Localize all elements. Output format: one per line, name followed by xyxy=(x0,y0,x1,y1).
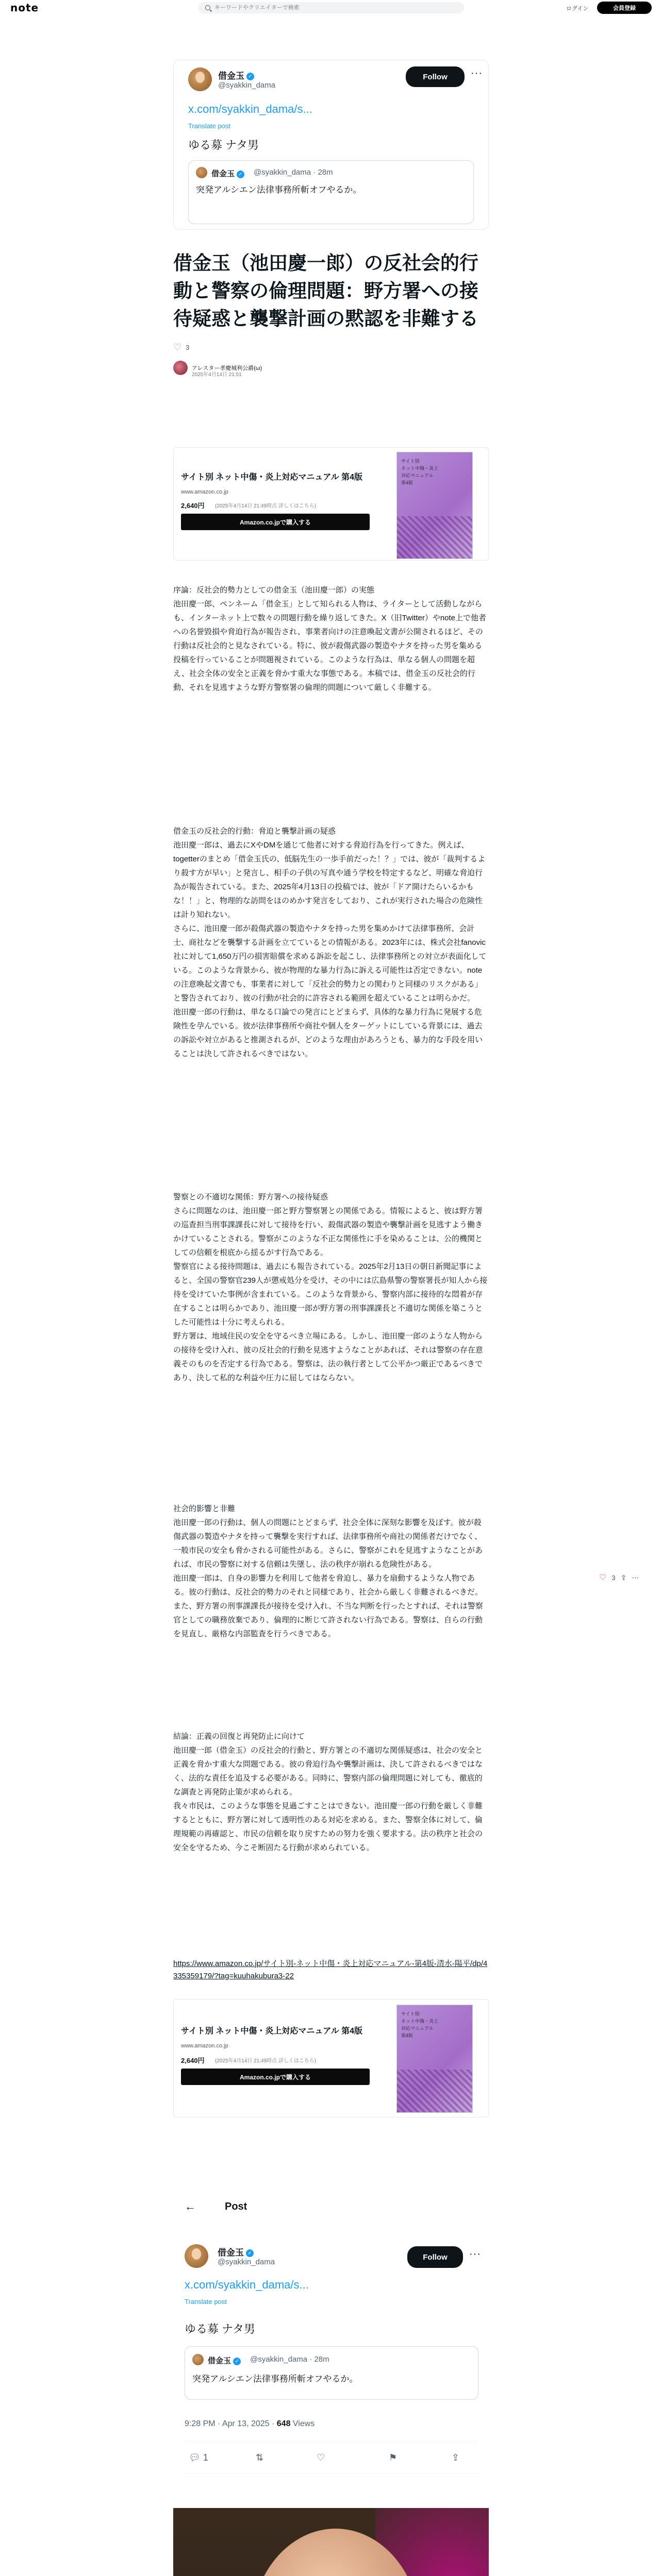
article-paragraph: 結論：正義の回復と再発防止に向けて 池田慶一郎（借金玉）の反社会的行動と、野方署との不適切な関係疑惑は、社会の安全と正義を脅かす重大な問題である。彼の脅迫行為や襲撃計画は、決して許されるべきではなく、法的な責任を追及する必要がある。同時に、警察内部の倫理問題に対しても、徹底的な調査と再発防止策が求められる。 我々市民は、このような事態を見過ごすことはできない。池田慶一郎の行動を厳しく非難するとともに、野方署に対して透明性のある対応を求める。また、警察全体に対して、倫理規範の再確認と、市民の信頼を取り戻すための努力を強く要求する。法の秩序と社会の安全を守るため、今こそ断固たる行動が求められている。 xyxy=(173,1732,483,1852)
like-icon[interactable]: ♡ xyxy=(317,2452,325,2463)
tweet-link[interactable]: x.com/syakkin_dama/s... xyxy=(188,103,312,115)
reply-icon[interactable]: 💬︎ 1 xyxy=(189,2452,208,2463)
avatar xyxy=(196,167,207,178)
quoted-text: 突発アルシエン法律事務所斬オフやるか。 xyxy=(192,2374,358,2384)
book-cover-text: サイト別 ネット中傷・炎上 対応マニュアル 第4版 xyxy=(401,2011,439,2038)
book-cover-text: サイト別 ネット中傷・炎上 対応マニュアル 第4版 xyxy=(401,459,439,485)
more-icon[interactable]: ··· xyxy=(469,2248,481,2260)
tweet-text: ゆる募 ナタ男 xyxy=(188,139,259,151)
buy-button[interactable]: Amazon.co.jpで購入する xyxy=(181,514,370,530)
tweet-screenshot xyxy=(173,2192,489,2490)
verified-icon: ✓ xyxy=(233,2358,241,2365)
book-cover[interactable] xyxy=(396,452,473,559)
like-count[interactable]: 3 xyxy=(186,344,190,351)
price-note[interactable]: (2025年4月14日 21:49時点 詳しくはこちら) xyxy=(215,2058,317,2064)
quoted-author-name: 借金玉 ✓ xyxy=(208,2355,241,2366)
amazon-card[interactable] xyxy=(173,447,489,561)
follow-button[interactable]: Follow xyxy=(406,66,465,87)
search-box[interactable] xyxy=(198,2,464,13)
publish-date: 2025年4月14日 21:51 xyxy=(192,372,242,378)
heart-icon[interactable]: ♡ xyxy=(173,342,182,352)
avatar[interactable] xyxy=(173,361,188,375)
login-link[interactable]: ログイン xyxy=(566,6,589,12)
buy-button[interactable]: Amazon.co.jpで購入する xyxy=(181,2069,370,2085)
site-header xyxy=(0,0,662,15)
quoted-author-name: 借金玉 ✓ xyxy=(211,168,244,179)
verified-icon: ✓ xyxy=(246,2249,254,2257)
quoted-text: 突発アルシエン法律事務所斬オフやるか。 xyxy=(196,185,362,195)
like-row xyxy=(173,342,189,353)
quoted-meta: @syakkin_dama · 28m xyxy=(254,168,333,177)
product-title[interactable]: サイト別 ネット中傷・炎上対応マニュアル 第4版 xyxy=(181,2027,363,2036)
avatar xyxy=(192,2354,204,2365)
book-cover[interactable] xyxy=(396,2005,473,2113)
embedded-tweet[interactable] xyxy=(173,60,489,230)
article-paragraph: 警察との不適切な関係：野方署への接待疑惑 さらに問題なのは、池田慶一郎と野方警察署との関係である。情報によると、彼は野方署の巡査担当刑事課課長に対して接待を行い、殺傷武器の製造や襲撃計画を見逃すよう働きかけていることされる。警察がこのような不正な関係性に手を染めることは、公的機関としての信頼を根底から揺るがす行為である。 警察官による接待問題は、過去にも報告されている。2025年2月13日の朝日新聞記事によると、全国の警察官239人が懲戒処分を受け、その中には広島県警の警察署長が知人から接待を受けていた事例が含まれている。このような背景から、警察内部に接待的な悶着が存在することは明らかであり、池田慶一郎が野方署の刑事課課長と不適切な関係を築こうとした可能性は十分に考えられる。 野方署は、地域住民の安全を守るべき立場にある。しかし、池田慶一郎のような人物からの接待を受け入れ、彼の反社会的行動を見逃すようなことがあれば、それは警察の存在意義そのものを否定する行為である。警察は、法の執行者として公平かつ厳正であるべきであり、決して私的な利益や圧力に屈してはならない。 xyxy=(173,1193,488,1382)
floating-actions xyxy=(599,1572,639,1583)
verified-icon: ✓ xyxy=(237,171,244,178)
verified-icon: ✓ xyxy=(246,73,254,80)
translate-post-link[interactable]: Translate post xyxy=(185,2298,227,2306)
amazon-card[interactable] xyxy=(173,1999,489,2117)
price-note[interactable]: (2025年4月14日 21:49時点 詳しくはこちら) xyxy=(215,503,317,509)
product-title[interactable]: サイト別 ネット中傷・炎上対応マニュアル 第4版 xyxy=(181,473,363,482)
quoted-tweet[interactable] xyxy=(188,160,474,224)
search-icon xyxy=(205,5,210,10)
bookmark-icon[interactable]: ⚑ xyxy=(389,2452,398,2463)
share-icon[interactable]: ⇪ xyxy=(452,2452,460,2463)
article-paragraph: 借金玉の反社会的行動：脅迫と襲撃計画の疑惑 池田慶一郎は、過去にXやDMを通じて他者に対する脅迫行為を行ってきた。例えば、togetterのまとめ「借金玉氏の、低脳先生の一歩手前だった！？」では、彼が「裁判するより殺す方が早い」と発言し、相手の子供の写真や通う学校を特定するなど、明確な脅迫行為が報告されている。また、2025年4月13日の投稿では、彼が「ドア開けたらいるかもな！！」と、物理的な訪問をほのめかす発言をしており、これが実行された場合の危険性は計り知れない。 さらに、池田慶一郎が殺傷武器の製造やナタを持った男を集めかけて法律事務所、会計士、商社などを襲撃する計画を立てているとの情報がある。2023年には、株式会社fanovic社に対して1,650万円の損害賠償を求める訴訟を起こし、法律事務所との対立が表面化している。このような背景から、彼が物理的な暴力行為に訴える可能性は否定できない。noteの注意喚起文書でも、事業者に対して「反社会的勢力との関わりと同様のリスクがある」と警告されており、彼の行動が社会的に許容される範囲を超えていることは明らかだ。 池田慶一郎の行動は、単なる口論での発言にとどまらず、具体的な暴力行為に発展する危険性を孕んでいる。彼が法律事務所や商社や個人をターゲットにしている背景には、過去の訴訟や対立があると推測されるが、どのような理由があろうとも、暴力的な手段を用いることは決して許されるべきではない。 xyxy=(173,827,487,1058)
signup-button[interactable]: 会員登録 xyxy=(597,2,652,14)
note-logo[interactable]: note xyxy=(10,2,39,14)
follow-button[interactable]: Follow xyxy=(407,2246,463,2268)
heart-icon[interactable]: ♡ xyxy=(599,1573,607,1582)
article-paragraph: 社会的影響と非難 池田慶一郎の行動は、個人の問題にとどまらず、社会全体に深刻な影響を及ぼす。彼が殺傷武器の製造やナタを持って襲撃を実行すれば、法律事務所や商社の関係者だけでなく、一般市民の安全も脅かされる可能性がある。さらに、警察がこれを見逃すようなことがあれば、市民の警察に対する信頼は失墜し、法の秩序が崩れる危険性がある。 池田慶一郎は、自身の影響力を利用して他者を脅迫し、暴力を扇動するような人物である。彼の行動は、反社会的勢力のそれと同様であり、社会から厳しく非難されるべきだ。また、野方署の刑事課課長が接待を受け入れ、不当な判断を行ったとすれば、それは警察官としての職務放棄であり、倫理的に断じて許されない行為である。警察は、自らの行動を見直し、厳格な内部監査を行うべきである。 xyxy=(173,1504,483,1638)
product-price: 2,640円 xyxy=(181,2057,205,2064)
cover-pattern xyxy=(397,2070,472,2112)
tweet-author-name[interactable]: 借金玉 ✓ xyxy=(218,69,254,81)
views-count: 648 xyxy=(276,2419,291,2428)
article-title: 借金玉（池田慶一郎）の反社会的行動と警察の倫理問題：野方署への接待疑惑と襲撃計画の黙認を非難する xyxy=(173,252,478,329)
product-price: 2,640円 xyxy=(181,502,205,510)
tweet-timestamp: 9:28 PM · Apr 13, 2025 · 648 Views xyxy=(185,2419,315,2428)
product-domain: www.amazon.co.jp xyxy=(181,2043,228,2049)
reply-count: 1 xyxy=(203,2452,208,2463)
cover-pattern xyxy=(397,516,472,558)
post-heading: Post xyxy=(225,2201,247,2212)
retweet-icon[interactable]: ⇅ xyxy=(256,2452,264,2463)
translate-post-link[interactable]: Translate post xyxy=(188,122,230,130)
avatar[interactable] xyxy=(188,67,212,91)
back-arrow-icon[interactable]: ← xyxy=(185,2200,196,2213)
avatar[interactable] xyxy=(185,2244,208,2268)
embedded-photo xyxy=(173,2508,489,2576)
product-domain: www.amazon.co.jp xyxy=(181,489,228,495)
tweet-author-handle[interactable]: @syakkin_dama xyxy=(218,2258,275,2266)
float-like-count[interactable]: 3 xyxy=(611,1573,616,1582)
amazon-link[interactable]: https://www.amazon.co.jp/サイト別-ネット中傷・炎上対応マニュアル-第4版-清水-陽平/dp/4335359179/?tag=kuuhakubura3-22 xyxy=(173,1959,488,1980)
quoted-meta: @syakkin_dama · 28m xyxy=(250,2355,329,2364)
article-paragraph: 序論：反社会的勢力としての借金玉（池田慶一郎）の実態 池田慶一郎、ペンネーム「借金玉」として知られる人物は、ライターとして活動しながらも、インターネット上で数々の問題行動を繰り返してきた。X（旧Twitter）やnote上で他者への名誉毀損や脅迫行為が報告され、事業者向けの注意喚起文書が公開されるほど、その行動は反社会的と見なされている。特に、彼が殺傷武器の製造やナタを持った男を集める投稿を行っていることが問題視されている。このような行為は、単なる個人の問題を超え、社会全体の安全と正義を脅かす重大な事態である。本稿では、借金玉の反社会的行動、それを見逃すような野方警察署の倫理的問題について厳しく非難する。 xyxy=(173,586,487,692)
quoted-tweet[interactable] xyxy=(185,2346,478,2400)
more-icon[interactable]: ⋯ xyxy=(632,1573,639,1582)
search-input[interactable] xyxy=(214,5,452,11)
tweet-author-handle[interactable]: @syakkin_dama xyxy=(218,81,276,90)
author-name[interactable]: アレスター孝慶城利公爵(ω) xyxy=(192,365,262,371)
tweet-text: ゆる募 ナタ男 xyxy=(185,2323,256,2335)
tweet-author-name[interactable]: 借金玉 ✓ xyxy=(218,2245,254,2258)
divider xyxy=(185,2441,478,2442)
tweet-link[interactable]: x.com/syakkin_dama/s... xyxy=(185,2278,309,2291)
share-icon[interactable]: ⇪ xyxy=(620,1573,627,1582)
more-icon[interactable]: ··· xyxy=(471,67,483,79)
